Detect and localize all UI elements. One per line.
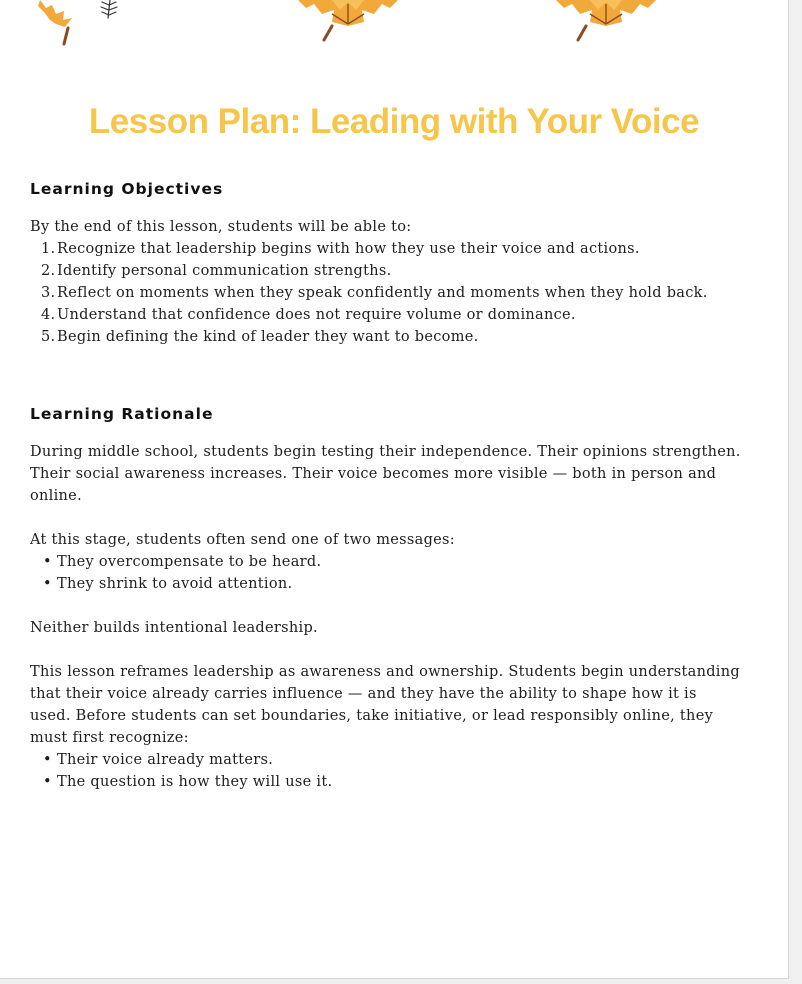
list-item bbox=[30, 304, 750, 326]
list-item bbox=[30, 551, 742, 573]
bullet-icon: • bbox=[43, 554, 52, 570]
rationale-paragraph: At this stage, students often send one of two messages: bbox=[30, 532, 455, 548]
list-item-number: 2. bbox=[41, 263, 56, 279]
list-item bbox=[30, 573, 742, 595]
rationale-paragraph: Neither builds intentional leadership. bbox=[30, 620, 318, 636]
maple-leaf-icon bbox=[550, 0, 662, 42]
bullet-icon: • bbox=[43, 752, 52, 768]
list-item-text: Their voice already matters. bbox=[57, 752, 274, 768]
list-item-text: They shrink to avoid attention. bbox=[57, 576, 293, 592]
list-item-text: Recognize that leadership begins with how they use their voice and actions. bbox=[57, 241, 640, 257]
list-item-text: Understand that confidence does not require volume or dominance. bbox=[57, 307, 576, 323]
list-item-text: The question is how they will use it. bbox=[57, 774, 333, 790]
rationale-bullet-list bbox=[30, 551, 742, 595]
list-item bbox=[30, 282, 750, 304]
list-item-number: 4. bbox=[41, 307, 56, 323]
maple-leaf-icon bbox=[30, 0, 100, 48]
list-item-number: 1. bbox=[41, 241, 56, 257]
list-item-text: Begin defining the kind of leader they want to become. bbox=[57, 329, 479, 345]
list-item-text: Identify personal communication strengths. bbox=[57, 263, 392, 279]
page-edge-bottom bbox=[0, 978, 789, 984]
list-item-text: They overcompensate to be heard. bbox=[57, 554, 322, 570]
list-item-number: 3. bbox=[41, 285, 56, 301]
objectives-intro: By the end of this lesson, students will be able to: bbox=[30, 219, 412, 235]
list-item-number: 5. bbox=[41, 329, 56, 345]
bullet-icon: • bbox=[43, 576, 52, 592]
list-item bbox=[30, 771, 742, 793]
learning-objectives-heading: Learning Objectives bbox=[30, 180, 224, 198]
bullet-icon: • bbox=[43, 774, 52, 790]
tree-sketch-icon bbox=[92, 0, 126, 22]
list-item bbox=[30, 326, 750, 348]
rationale-paragraph: This lesson reframes leadership as awareness and ownership. Students begin understanding that their voice already carries influence — and they have the ability to shape how it is used. Before students can set boundaries, take initiative, or lead responsibly online, they must first recognize: bbox=[30, 664, 740, 746]
list-item bbox=[30, 238, 750, 260]
page-edge-right bbox=[788, 0, 802, 984]
learning-rationale-section bbox=[30, 441, 742, 793]
learning-objectives-section bbox=[30, 216, 750, 348]
list-item bbox=[30, 260, 750, 282]
rationale-paragraph: During middle school, students begin testing their independence. Their opinions strengthen. Their social awareness increases. Their voice becomes more visible — both in person and online. bbox=[30, 444, 741, 504]
rationale-bullet-list bbox=[30, 749, 742, 793]
learning-rationale-heading: Learning Rationale bbox=[30, 405, 214, 423]
page-title: Lesson Plan: Leading with Your Voice bbox=[88, 102, 700, 141]
list-item bbox=[30, 749, 742, 771]
list-item-text: Reflect on moments when they speak confidently and moments when they hold back. bbox=[57, 285, 708, 301]
maple-leaf-icon bbox=[292, 0, 404, 42]
objectives-list bbox=[30, 238, 750, 348]
